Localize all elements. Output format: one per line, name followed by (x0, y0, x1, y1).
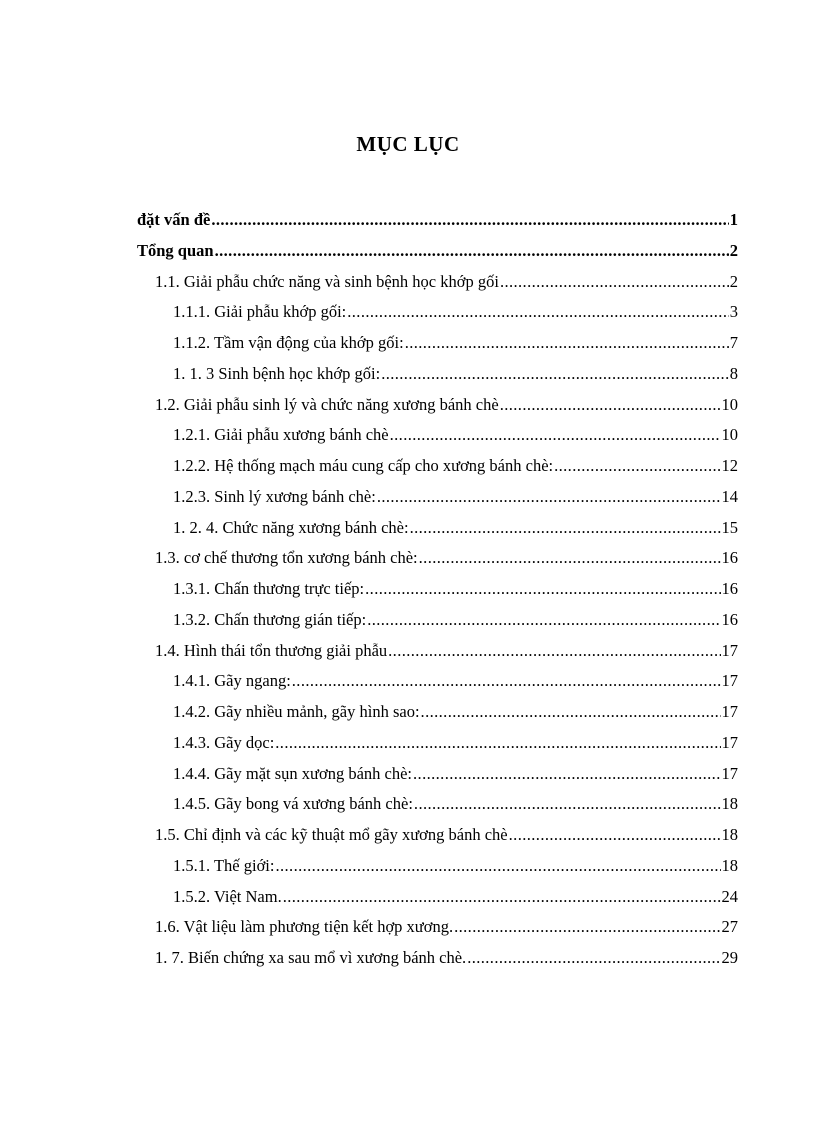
toc-entry-page-number: 18 (721, 825, 738, 844)
toc-entry[interactable] (155, 915, 738, 939)
toc-entry[interactable] (155, 393, 738, 417)
toc-entry-label: 1.3. cơ chế thương tổn xương bánh chè: (155, 548, 418, 568)
toc-dot-leader (421, 700, 721, 724)
page-title: MỤC LỤC (356, 132, 460, 156)
toc-dot-leader (377, 485, 721, 509)
toc-entry-page-number: 17 (721, 702, 738, 721)
toc-entry-page-number: 16 (721, 609, 738, 629)
toc-entry-label: Tổng quan (137, 240, 214, 260)
toc-entry[interactable] (155, 946, 738, 970)
toc-entry-page-number: 17 (721, 671, 738, 691)
toc-dot-leader (405, 331, 729, 355)
toc-entry-page-number: 16 (721, 548, 738, 568)
toc-entry-page-number: 2 (729, 240, 738, 260)
toc-entry-page-number: 14 (721, 486, 738, 506)
toc-entry[interactable] (173, 362, 738, 386)
toc-entry-label: 1. 2. 4. Chức năng xương bánh chè: (173, 517, 409, 537)
toc-entry[interactable] (173, 454, 738, 478)
toc-entry-page-number: 29 (721, 948, 738, 967)
toc-dot-leader (509, 823, 721, 847)
toc-dot-leader (500, 270, 729, 294)
toc-entry[interactable] (173, 669, 738, 693)
toc-entry[interactable] (173, 485, 738, 509)
toc-entry-page-number: 1 (729, 210, 738, 229)
toc-entry[interactable] (173, 300, 738, 324)
toc-entry-label: 1. 1. 3 Sinh bệnh học khớp gối: (173, 363, 381, 383)
toc-entry-label: 1.1. Giải phẫu chức năng và sinh bệnh học khớp gối (155, 271, 499, 291)
toc-dot-leader (500, 393, 721, 417)
toc-entry[interactable] (155, 270, 738, 294)
toc-dot-leader (410, 516, 721, 540)
toc-entry-label: 1.1.1. Giải phẫu khớp gối: (173, 302, 347, 322)
toc-dot-leader (275, 731, 720, 755)
toc-entry[interactable] (173, 423, 738, 447)
toc-dot-leader (367, 608, 720, 632)
toc-dot-leader (390, 423, 721, 447)
toc-entry-label: 1.2.2. Hệ thống mạch máu cung cấp cho xương bánh chè: (173, 456, 554, 475)
toc-entry-page-number: 18 (721, 855, 738, 875)
toc-entry-label: 1.5.1. Thế giới: (173, 855, 275, 875)
toc-dot-leader (215, 239, 729, 263)
toc-entry-page-number: 7 (729, 333, 738, 352)
toc-entry-label: 1.1.2. Tầm vận động của khớp gối: (173, 333, 404, 352)
toc-entry[interactable] (173, 762, 738, 786)
toc-entry-label: 1.6. Vật liệu làm phương tiện kết hợp xương. (155, 917, 454, 937)
toc-entry-page-number: 17 (721, 763, 738, 783)
toc-dot-leader (292, 669, 721, 693)
toc-entry-label: 1.4.3. Gãy dọc: (173, 732, 275, 752)
toc-entry-label: đặt vấn đề (137, 210, 211, 229)
toc-entry[interactable] (173, 792, 738, 816)
toc-dot-leader (365, 577, 720, 601)
toc-dot-leader (211, 208, 728, 232)
toc-entry[interactable] (173, 731, 738, 755)
toc-entry-page-number: 10 (721, 425, 738, 445)
toc-entry-label: 1.4.5. Gãy bong vá xương bánh chè: (173, 794, 413, 814)
toc-entry[interactable] (173, 577, 738, 601)
toc-entry[interactable] (173, 608, 738, 632)
toc-entry-label: 1.2.3. Sinh lý xương bánh chè: (173, 486, 376, 506)
toc-entry-label: 1.4.1. Gãy ngang: (173, 671, 291, 691)
toc-entry[interactable] (155, 546, 738, 570)
toc-entry[interactable] (137, 239, 738, 263)
toc-entry-label: 1.5. Chỉ định và các kỹ thuật mổ gãy xương bánh chè (155, 825, 508, 844)
toc-entry-page-number: 15 (721, 517, 738, 537)
toc-entry[interactable] (137, 208, 738, 232)
toc-entry-page-number: 18 (721, 794, 738, 814)
toc-entry-label: 1.4.4. Gãy mặt sụn xương bánh chè: (173, 763, 413, 783)
toc-entry-label: 1.3.1. Chấn thương trực tiếp: (173, 579, 365, 598)
toc-entry-label: 1.4. Hình thái tổn thương giải phẫu (155, 640, 388, 660)
toc-dot-leader (419, 546, 721, 570)
toc-entry-label: 1.2.1. Giải phẫu xương bánh chè (173, 425, 389, 445)
toc-dot-leader (388, 639, 720, 663)
toc-entry[interactable] (173, 885, 738, 909)
toc-entry-page-number: 2 (729, 271, 738, 291)
toc-dot-leader (467, 946, 720, 970)
toc-entry[interactable] (155, 639, 738, 663)
toc-entry-page-number: 12 (721, 456, 738, 475)
toc-dot-leader (454, 915, 720, 939)
toc-entry[interactable] (173, 516, 738, 540)
toc-entry-label: 1. 7. Biến chứng xa sau mổ vì xương bánh chè. (155, 948, 467, 967)
toc-entry[interactable] (155, 823, 738, 847)
toc-entry-page-number: 8 (729, 363, 738, 383)
toc-entry-page-number: 10 (721, 394, 738, 414)
toc-dot-leader (275, 854, 720, 878)
toc-entry-page-number: 16 (721, 579, 738, 598)
toc-dot-leader (413, 762, 720, 786)
toc-entry[interactable] (173, 700, 738, 724)
toc-entry-page-number: 17 (721, 732, 738, 752)
toc-entry[interactable] (173, 854, 738, 878)
toc-dot-leader (414, 792, 721, 816)
toc-dot-leader (554, 454, 720, 478)
toc-entry-page-number: 24 (721, 886, 738, 906)
toc-entry-page-number: 3 (729, 302, 738, 322)
toc-dot-leader (381, 362, 729, 386)
toc-entry[interactable] (173, 331, 738, 355)
toc-entry-label: 1.5.2. Việt Nam. (173, 886, 282, 906)
toc-dot-leader (283, 885, 721, 909)
toc-entry-label: 1.2. Giải phẫu sinh lý và chức năng xương bánh chè (155, 394, 499, 414)
toc-dot-leader (347, 300, 729, 324)
toc-entry-label: 1.4.2. Gãy nhiều mảnh, gãy hình sao: (173, 702, 420, 721)
toc-entry-page-number: 27 (721, 917, 738, 937)
toc-entry-page-number: 17 (721, 640, 738, 660)
toc-entry-label: 1.3.2. Chấn thương gián tiếp: (173, 609, 367, 629)
